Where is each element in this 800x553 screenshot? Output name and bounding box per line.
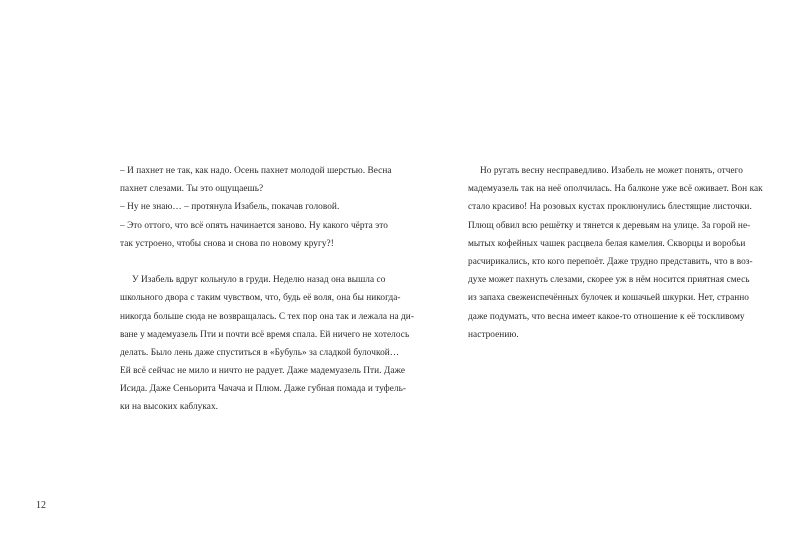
left-page-text — [120, 162, 414, 417]
paragraph-line: настроению. — [468, 329, 519, 340]
right-page — [400, 0, 800, 553]
paragraph-line: даже подумать, что весна имеет какое-то отношение к её тоскливому — [468, 311, 745, 322]
paragraph-line: стало красиво! На розовых кустах проклюнулись блестящие листочки. — [468, 202, 752, 213]
paragraph-line: Ей всё сейчас не мило и ничто не радует. Даже мадемуазель Пти. Даже — [120, 366, 406, 377]
paragraph-line: мытых кофейных чашек расцвела белая камелия. Скворцы и воробьи — [468, 238, 746, 249]
right-page-text — [468, 162, 763, 344]
dialogue-line: пахнет слезами. Ты это ощущаешь? — [120, 184, 264, 195]
dialogue-line: так устроено, чтобы снова и снова по новому кругу?! — [120, 238, 334, 249]
paragraph-line: Плющ обвил всю решётку и тянется к деревьям на улице. За горой не- — [468, 220, 751, 231]
paragraph-gap — [120, 253, 362, 271]
dialogue-line: – И пахнет не так, как надо. Осень пахнет молодой шерстью. Весна — [120, 166, 392, 176]
paragraph-line: никогда больше сюда не возвращалась. С тех пор она так и лежала на ди- — [120, 311, 414, 322]
paragraph-line: ки на высоких каблуках. — [120, 402, 219, 413]
paragraph-line: из запаха свежеиспечённых булочек и кошачьей шкурки. Нет, странно — [468, 293, 749, 304]
paragraph-line: У Изабель вдруг кольнуло в груди. Неделю назад она вышла со — [132, 275, 386, 286]
paragraph-line: Но ругать весну несправедливо. Изабель не может понять, отчего — [480, 166, 744, 176]
paragraph-line: мадемуазель так на неё ополчилась. На балконе уже всё оживает. Вон как — [468, 184, 763, 195]
paragraph-line: духе может пахнуть слезами, скорее уж в нём носится приятная смесь — [468, 275, 750, 286]
paragraph-line: школьного двора с таким чувством, что, будь её воля, она бы никогда- — [120, 293, 401, 304]
paragraph-line: расчирикались, кто кого перепоёт. Даже трудно представить, что в воз- — [468, 256, 753, 267]
paragraph-line: делать. Было лень даже спуститься в «Бубуль» за сладкой булочкой… — [120, 347, 400, 358]
dialogue-line: – Это оттого, что всё опять начинается заново. Ну какого чёрта это — [120, 220, 388, 231]
page-number: 12 — [36, 500, 46, 511]
paragraph-line: Исида. Даже Сеньорита Чачача и Плюм. Даже губная помада и туфель- — [120, 384, 407, 395]
paragraph-line: ване у мадемуазель Пти и почти всё время спала. Ей ничего не хотелось — [120, 329, 410, 340]
dialogue-line: – Ну не знаю… – протянула Изабель, покачав головой. — [120, 202, 340, 213]
